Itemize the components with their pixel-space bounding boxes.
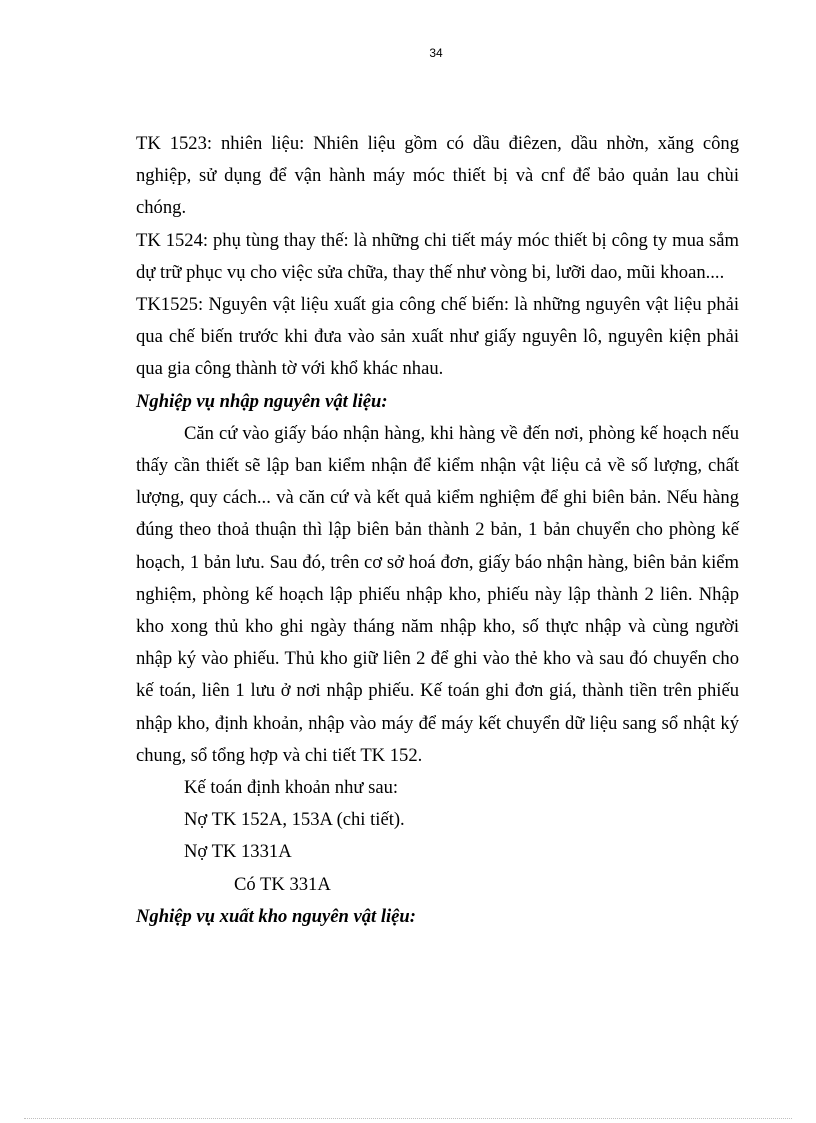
journal-debit-line-2: Nợ TK 1331A — [184, 841, 292, 863]
journal-credit-line-1: Có TK 331A — [234, 873, 331, 895]
paragraph-tk1524: TK 1524: phụ tùng thay thế: là những chi tiết máy móc thiết bị công ty mua sắm dự trữ phục vụ cho việc sửa chữa, thay thế như vòng bi, lưỡi dao, mũi khoan.... — [136, 229, 739, 283]
section-heading-xuat: Nghiệp vụ xuất kho nguyên vật liệu: — [136, 905, 416, 927]
document-body — [136, 128, 739, 933]
paragraph-tk1523: TK 1523: nhiên liệu: Nhiên liệu gồm có dầu điêzen, dầu nhờn, xăng công nghiệp, sử dụng để vận hành máy móc thiết bị và cnf để bảo quản lau chùi chóng. — [136, 133, 739, 219]
journal-entry-intro: Kế toán định khoản như sau: — [184, 777, 399, 799]
journal-debit-line-1: Nợ TK 152A, 153A (chi tiết). — [184, 809, 405, 831]
page-number: 34 — [429, 46, 443, 60]
page-bottom-divider — [24, 1118, 792, 1119]
paragraph-tk1525: TK1525: Nguyên vật liệu xuất gia công chế biến: là những nguyên vật liệu phải qua chế biến trước khi đưa vào sản xuất như giấy nguyên lô, nguyên kiện phải qua gia công thành tờ với khổ khác nhau. — [136, 294, 739, 380]
section-heading-nhap: Nghiệp vụ nhập nguyên vật liệu: — [136, 390, 388, 412]
paragraph-nhap-body: Căn cứ vào giấy báo nhận hàng, khi hàng về đến nơi, phòng kế hoạch nếu thấy cần thiết sẽ lập ban kiểm nhận để kiểm nhận vật liệu cả về số lượng, chất lượng, quy cách... và căn cứ và kết quả kiểm nghiệm để ghi biên bản. Nếu hàng đúng theo thoả thuận thì lập biên bản thành 2 bản, 1 bản chuyển cho phòng kế hoạch, 1 bản lưu. Sau đó, trên cơ sở hoá đơn, giấy báo nhận hàng, biên bản kiểm nghiệm, phòng kế hoạch lập phiếu nhập kho, phiếu này lập thành 2 liên. Nhập kho xong thủ kho ghi ngày tháng năm nhập kho, số thực nhập và cùng người nhập ký vào phiếu. Thủ kho giữ liên 2 để ghi vào thẻ kho và sau đó chuyển cho kế toán, liên 1 lưu ở nơi nhập phiếu. Kế toán ghi đơn giá, thành tiền trên phiếu nhập kho, định khoản, nhập vào máy để máy kết chuyển dữ liệu sang sổ nhật ký chung, sổ tổng hợp và chi tiết TK 152. — [136, 422, 739, 766]
